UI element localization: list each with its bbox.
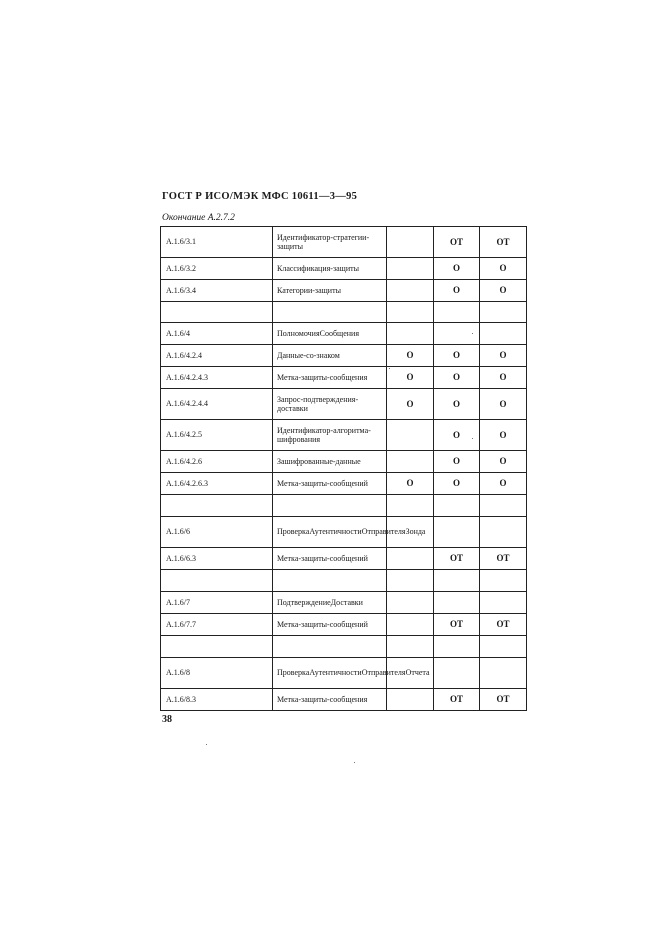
cell-reference: A.1.6/3.2 (161, 258, 273, 280)
cell-reference: A.1.6/4.2.4.4 (161, 389, 273, 420)
cell-element-name (273, 495, 387, 517)
cell-reference: A.1.6/4.2.5 (161, 420, 273, 451)
cell-status-col5 (480, 323, 527, 345)
cell-status-col4 (434, 570, 480, 592)
scan-speck (472, 333, 473, 334)
cell-element-name: Классификация-защиты (273, 258, 387, 280)
cell-status-col3 (387, 451, 434, 473)
cell-status-col5: ОТ (480, 614, 527, 636)
cell-element-name: Запрос-подтверждения-доставки (273, 389, 387, 420)
scan-speck (354, 762, 355, 763)
cell-status-col3: О (387, 473, 434, 495)
cell-status-col5: ОТ (480, 689, 527, 711)
table-row (161, 389, 527, 420)
cell-status-col3: О (387, 345, 434, 367)
cell-element-name: ПодтверждениеДоставки (273, 592, 387, 614)
cell-status-col4: О (434, 389, 480, 420)
table-row (161, 451, 527, 473)
cell-status-col5 (480, 495, 527, 517)
cell-status-col4 (434, 658, 480, 689)
cell-status-col3 (387, 420, 434, 451)
cell-element-name: ПолномочияСообщения (273, 323, 387, 345)
table-row (161, 570, 527, 592)
cell-status-col4: О (434, 367, 480, 389)
cell-element-name: Данные-со-знаком (273, 345, 387, 367)
cell-status-col5 (480, 592, 527, 614)
cell-status-col4: ОТ (434, 548, 480, 570)
table-row (161, 689, 527, 711)
cell-status-col4: О (434, 420, 480, 451)
cell-reference (161, 302, 273, 323)
cell-status-col5: О (480, 420, 527, 451)
requirements-table (160, 226, 527, 711)
cell-reference: A.1.6/4.2.6.3 (161, 473, 273, 495)
cell-status-col3 (387, 227, 434, 258)
cell-status-col3 (387, 323, 434, 345)
table-row (161, 517, 527, 548)
cell-status-col3 (387, 548, 434, 570)
cell-status-col5: ОТ (480, 227, 527, 258)
table-row (161, 548, 527, 570)
cell-status-col4: О (434, 345, 480, 367)
cell-status-col3 (387, 689, 434, 711)
cell-element-name: Метка-защиты-сообщений (273, 614, 387, 636)
table-row (161, 495, 527, 517)
table-row (161, 592, 527, 614)
table-row (161, 258, 527, 280)
cell-status-col3 (387, 258, 434, 280)
cell-status-col4 (434, 592, 480, 614)
cell-reference: A.1.6/4.2.6 (161, 451, 273, 473)
cell-status-col5 (480, 570, 527, 592)
table-row (161, 658, 527, 689)
cell-reference: A.1.6/4 (161, 323, 273, 345)
cell-status-col5 (480, 636, 527, 658)
cell-status-col3 (387, 280, 434, 302)
cell-status-col5: ОТ (480, 548, 527, 570)
cell-status-col4: О (434, 280, 480, 302)
cell-status-col5: О (480, 367, 527, 389)
cell-status-col4 (434, 302, 480, 323)
cell-status-col4 (434, 495, 480, 517)
table-row (161, 367, 527, 389)
cell-status-col3 (387, 570, 434, 592)
cell-status-col3 (387, 636, 434, 658)
cell-element-name: Идентификатор-алгоритма-шифрования (273, 420, 387, 451)
cell-element-name: Идентификатор-стратегии-защиты (273, 227, 387, 258)
cell-reference: A.1.6/6 (161, 517, 273, 548)
cell-status-col4: О (434, 473, 480, 495)
cell-reference: A.1.6/6.3 (161, 548, 273, 570)
cell-element-name: ПроверкаАутентичностиОтправителяЗонда (273, 517, 387, 548)
cell-element-name (273, 636, 387, 658)
cell-element-name: Метка-защиты-сообщения (273, 689, 387, 711)
cell-reference: A.1.6/8 (161, 658, 273, 689)
cell-reference: A.1.6/4.2.4.3 (161, 367, 273, 389)
cell-reference: A.1.6/8.3 (161, 689, 273, 711)
cell-element-name: Зашифрованные-данные (273, 451, 387, 473)
cell-status-col4: ОТ (434, 689, 480, 711)
cell-element-name: Категории-защиты (273, 280, 387, 302)
scan-speck (389, 368, 390, 369)
cell-element-name: ПроверкаАутентичностиОтправителяОтчета (273, 658, 387, 689)
scan-speck (206, 744, 207, 745)
cell-status-col4 (434, 517, 480, 548)
cell-status-col3 (387, 614, 434, 636)
page-number: 38 (162, 714, 172, 725)
cell-element-name: Метка-защиты-сообщения (273, 367, 387, 389)
cell-status-col5 (480, 658, 527, 689)
cell-status-col3 (387, 592, 434, 614)
cell-status-col3 (387, 302, 434, 323)
table-row (161, 614, 527, 636)
cell-status-col5: О (480, 389, 527, 420)
cell-status-col3: О (387, 389, 434, 420)
cell-reference: A.1.6/7 (161, 592, 273, 614)
cell-reference (161, 570, 273, 592)
document-header: ГОСТ Р ИСО/МЭК МФС 10611—3—95 (162, 191, 358, 202)
cell-status-col3: О (387, 367, 434, 389)
cell-status-col5: О (480, 345, 527, 367)
cell-element-name (273, 302, 387, 323)
table-row (161, 636, 527, 658)
cell-element-name: Метка-защиты-сообщений (273, 548, 387, 570)
cell-element-name: Метка-защиты-сообщений (273, 473, 387, 495)
cell-status-col5 (480, 517, 527, 548)
scan-speck (472, 438, 473, 439)
table-row (161, 420, 527, 451)
cell-status-col5: О (480, 258, 527, 280)
cell-reference: A.1.6/7.7 (161, 614, 273, 636)
cell-reference: A.1.6/4.2.4 (161, 345, 273, 367)
table-row (161, 345, 527, 367)
cell-reference (161, 495, 273, 517)
cell-status-col5: О (480, 451, 527, 473)
table-row (161, 302, 527, 323)
cell-status-col4: О (434, 451, 480, 473)
cell-status-col4: ОТ (434, 227, 480, 258)
table-continuation-caption: Окончание А.2.7.2 (162, 213, 235, 223)
cell-status-col4: ОТ (434, 614, 480, 636)
cell-reference (161, 636, 273, 658)
cell-status-col5: О (480, 280, 527, 302)
cell-status-col4 (434, 636, 480, 658)
cell-status-col5 (480, 302, 527, 323)
table-row (161, 227, 527, 258)
table-row (161, 280, 527, 302)
cell-reference: A.1.6/3.4 (161, 280, 273, 302)
cell-status-col5: О (480, 473, 527, 495)
cell-reference: A.1.6/3.1 (161, 227, 273, 258)
cell-status-col4: О (434, 258, 480, 280)
table-row (161, 473, 527, 495)
cell-status-col3 (387, 495, 434, 517)
cell-element-name (273, 570, 387, 592)
